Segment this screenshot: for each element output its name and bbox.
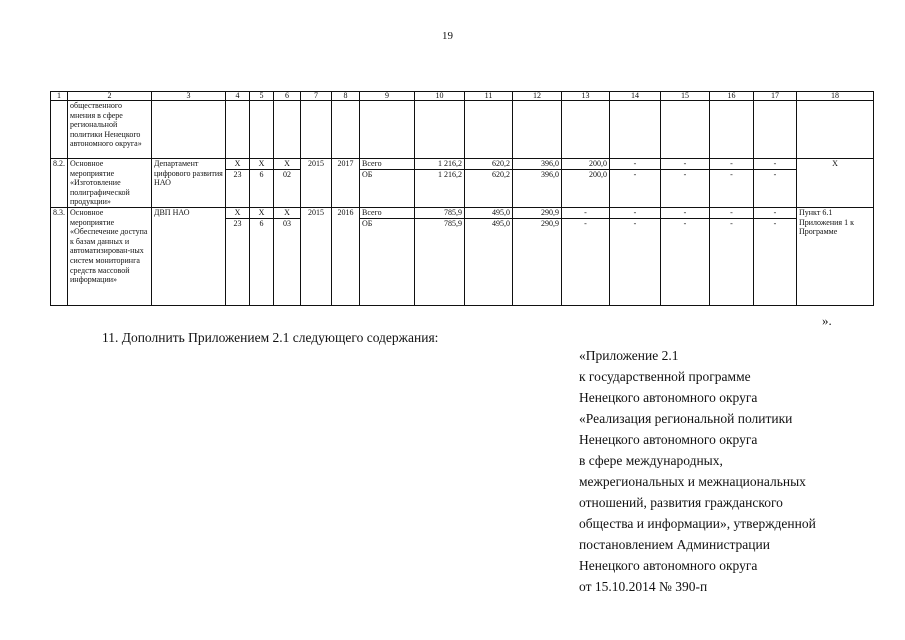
row-executor: ДВП НАО bbox=[152, 207, 226, 305]
cell-total: 1 216,2 1 216,2 bbox=[415, 159, 465, 208]
cell-year-2015: 620,2 620,2 bbox=[465, 159, 513, 208]
header-cell: 3 bbox=[152, 92, 226, 101]
cell-year-2015: 495,0 495,0 bbox=[465, 207, 513, 305]
cell-col-17: - - bbox=[754, 159, 797, 208]
appendix-line: Ненецкого автономного округа bbox=[579, 558, 758, 573]
cell-start-year: 2015 bbox=[301, 159, 332, 208]
cell-code-4: Х 23 bbox=[226, 207, 250, 305]
cell-year-2017: - - bbox=[562, 207, 610, 305]
cell-year-2017: 200,0 200,0 bbox=[562, 159, 610, 208]
cell-source: Всего ОБ bbox=[360, 207, 415, 305]
cell-code-5: Х 6 bbox=[250, 207, 274, 305]
appendix-line: общества и информации», утвержденной bbox=[579, 516, 816, 531]
cell-start-year: 2015 bbox=[301, 207, 332, 305]
header-cell: 5 bbox=[250, 92, 274, 101]
cell-col-16: - - bbox=[710, 207, 754, 305]
appendix-line: отношений, развития гражданского bbox=[579, 495, 783, 510]
table-header-row bbox=[51, 92, 874, 101]
header-cell: 7 bbox=[301, 92, 332, 101]
continuation-name: общественного мнения в сфере региональной политики Ненецкого автономного округа» bbox=[68, 101, 152, 159]
appendix-line: к государственной программе bbox=[579, 369, 751, 384]
cell-code-6: Х 03 bbox=[274, 207, 301, 305]
header-cell: 1 bbox=[51, 92, 68, 101]
header-cell: 14 bbox=[610, 92, 661, 101]
cell-col-15: - - bbox=[661, 159, 710, 208]
appendix-heading bbox=[579, 345, 816, 597]
cell-year-2016: 290,9 290,9 bbox=[513, 207, 562, 305]
appendix-line: «Приложение 2.1 bbox=[579, 348, 679, 363]
cell-code-4: Х 23 bbox=[226, 159, 250, 208]
header-cell: 6 bbox=[274, 92, 301, 101]
cell-end-year: 2017 bbox=[332, 159, 360, 208]
appendix-line: «Реализация региональной политики bbox=[579, 411, 793, 426]
cell-indicator: Х bbox=[797, 159, 874, 208]
cell-code-6: Х 02 bbox=[274, 159, 301, 208]
closing-quote: ». bbox=[822, 313, 832, 328]
appendix-line: постановлением Администрации bbox=[579, 537, 770, 552]
appendix-line: в сфере международных, bbox=[579, 453, 723, 468]
header-cell: 2 bbox=[68, 92, 152, 101]
header-cell: 17 bbox=[754, 92, 797, 101]
header-cell: 10 bbox=[415, 92, 465, 101]
row-number: 8.3. bbox=[51, 207, 68, 305]
table-row-continuation bbox=[51, 101, 874, 159]
appendix-line: межрегиональных и межнациональных bbox=[579, 474, 806, 489]
header-cell: 11 bbox=[465, 92, 513, 101]
row-executor: Департамент цифрового развития НАО bbox=[152, 159, 226, 208]
header-cell: 15 bbox=[661, 92, 710, 101]
header-cell: 12 bbox=[513, 92, 562, 101]
cell-col-15: - - bbox=[661, 207, 710, 305]
cell-col-14: - - bbox=[610, 159, 661, 208]
cell-indicator: Пункт 6.1 Приложения 1 к Программе bbox=[797, 207, 874, 305]
cell-total: 785,9 785,9 bbox=[415, 207, 465, 305]
cell-source: Всего ОБ bbox=[360, 159, 415, 208]
page-number: 19 bbox=[442, 30, 453, 42]
amendment-item-11: 11. Дополнить Приложением 2.1 следующего содержания: bbox=[102, 330, 439, 345]
header-cell: 4 bbox=[226, 92, 250, 101]
cell-col-16: - - bbox=[710, 159, 754, 208]
cell-year-2016: 396,0 396,0 bbox=[513, 159, 562, 208]
appendix-line: от 15.10.2014 № 390-п bbox=[579, 579, 708, 594]
row-number: 8.2. bbox=[51, 159, 68, 208]
table-row-8-3 bbox=[51, 207, 874, 305]
row-name: Основное мероприятие «Изготовление полиграфической продукции» bbox=[68, 159, 152, 208]
table-row-8-2 bbox=[51, 159, 874, 208]
cell-code-5: Х 6 bbox=[250, 159, 274, 208]
cell-col-17: - - bbox=[754, 207, 797, 305]
appendix-line: Ненецкого автономного округа bbox=[579, 432, 758, 447]
header-cell: 18 bbox=[797, 92, 874, 101]
cell-col-14: - - bbox=[610, 207, 661, 305]
appendix-line: Ненецкого автономного округа bbox=[579, 390, 758, 405]
header-cell: 13 bbox=[562, 92, 610, 101]
header-cell: 8 bbox=[332, 92, 360, 101]
program-table bbox=[50, 91, 874, 306]
header-cell: 9 bbox=[360, 92, 415, 101]
row-name: Основное мероприятие «Обеспечение доступа к базам данных и автоматизирован-ных систем мониторинга средств массовой информации» bbox=[68, 207, 152, 305]
header-cell: 16 bbox=[710, 92, 754, 101]
cell-end-year: 2016 bbox=[332, 207, 360, 305]
